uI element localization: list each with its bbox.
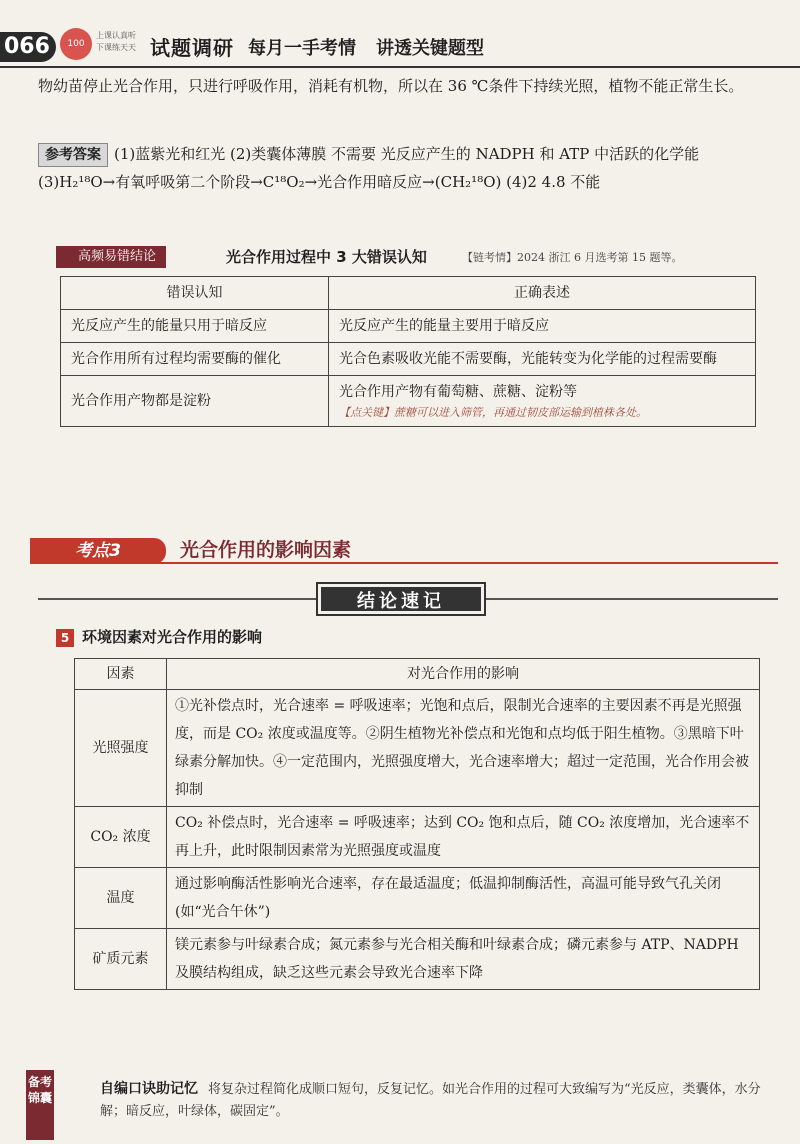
table-cell [329,376,756,427]
footer-title: 自编口诀助记忆 [100,1081,198,1097]
error-note: 【链考情】2024 浙江 6 月选考第 15 题等。 [462,251,683,264]
table-cell: 镁元素参与叶绿素合成；氮元素参与光合相关酶和叶绿素合成；磷元素参与 ATP、NADPH 及膜结构组成，缺乏这些元素会导致光合速率下降 [167,929,760,990]
header-subtitle-2: 讲透关键题型 [376,38,484,59]
table-cell: 光反应产生的能量主要用于暗反应 [329,310,756,343]
table-header-row [61,277,756,310]
table-row [61,376,756,427]
table-header: 对光合作用的影响 [167,659,760,690]
table-cell: CO₂ 补偿点时，光合速率 = 呼吸速率；达到 CO₂ 饱和点后，随 CO₂ 浓度增加，光合速率不再上升，此时限制因素常为光照强度或温度 [167,807,760,868]
error-title: 光合作用过程中 3 大错误认知 [226,248,427,266]
section-number: 5 [56,629,74,647]
answer-paragraph [38,140,778,196]
table-row [61,343,756,376]
table-cell: 光合作用产物都是淀粉 [61,376,329,427]
cell-text: 光合作用产物有葡萄糖、蔗糖、淀粉等 [339,384,577,400]
page-number: 066 [0,32,56,62]
table-cell: 通过影响酶活性影响光合速率，存在最适温度；低温抑制酶活性，高温可能导致气孔关闭(如“光合午休”) [167,868,760,929]
table-row [75,807,760,868]
badge-icon: 100 [60,28,92,60]
table-header: 错误认知 [61,277,329,310]
table-cell: 矿质元素 [75,929,167,990]
handwritten-note: 【点关键】蔗糖可以进入筛管，再通过韧皮部运输到植株各处。 [339,406,647,419]
answer-text: (1)蓝紫光和红光 (2)类囊体薄膜 不需要 光反应产生的 NADPH 和 ATP 中活跃的化学能 (3)H₂¹⁸O→有氧呼吸第二个阶段→C¹⁸O₂→光合作用暗反应→(CH₂¹⁸O) (4)2 4.8 不能 [38,145,700,191]
summary-tag: 结论速记 [318,584,484,614]
error-table [60,276,756,427]
error-tag: 高频易错结论 [56,246,166,268]
table-cell: 光反应产生的能量只用于暗反应 [61,310,329,343]
table-row [75,868,760,929]
page-header [0,0,800,68]
section-title-text: 环境因素对光合作用的影响 [82,628,263,646]
intro-paragraph: 物幼苗停止光合作用，只进行呼吸作用，消耗有机物，所以在 36 ℃条件下持续光照，植物不能正常生长。 [38,77,744,95]
table-cell: 温度 [75,868,167,929]
table-header: 因素 [75,659,167,690]
footer-body: 将复杂过程简化成顺口短句，反复记忆。如光合作用的过程可大致编写为“光反应，类囊体，水分解；暗反应，叶绿体，碳固定”。 [100,1082,761,1119]
table-row [75,690,760,807]
table-cell: ①光补偿点时，光合速率 = 呼吸速率；光饱和点后，限制光合速率的主要因素不再是光照强度，而是 CO₂ 浓度或温度等。②阴生植物光补偿点和光饱和点均低于阳生植物。③黑暗下叶绿素分解加快。④一定范围内，光照强度增大，光合速率增大；超过一定范围，光合作用会被抑制 [167,690,760,807]
answer-label: 参考答案 [38,143,108,167]
table-row [61,310,756,343]
table-row [75,929,760,990]
section-5-title [56,626,262,648]
kaodian-title: 光合作用的影响因素 [180,539,352,561]
table-cell: 光合色素吸收光能不需要酶，光能转变为化学能的过程需要酶 [329,343,756,376]
table-cell: CO₂ 浓度 [75,807,167,868]
table-header: 正确表述 [329,277,756,310]
header-subtitle-1: 每月一手考情 [248,38,356,59]
table-cell: 光合作用所有过程均需要酶的催化 [61,343,329,376]
kaodian-tag: 考点3 [30,538,166,564]
factors-table [74,658,760,990]
side-tab: 备考锦囊 [26,1070,54,1140]
footer-tip [100,1078,780,1123]
table-header-row [75,659,760,690]
header-slogan: 上课认真听 下课练天天 [96,31,136,52]
header-title: 试题调研 [150,36,234,60]
table-cell: 光照强度 [75,690,167,807]
